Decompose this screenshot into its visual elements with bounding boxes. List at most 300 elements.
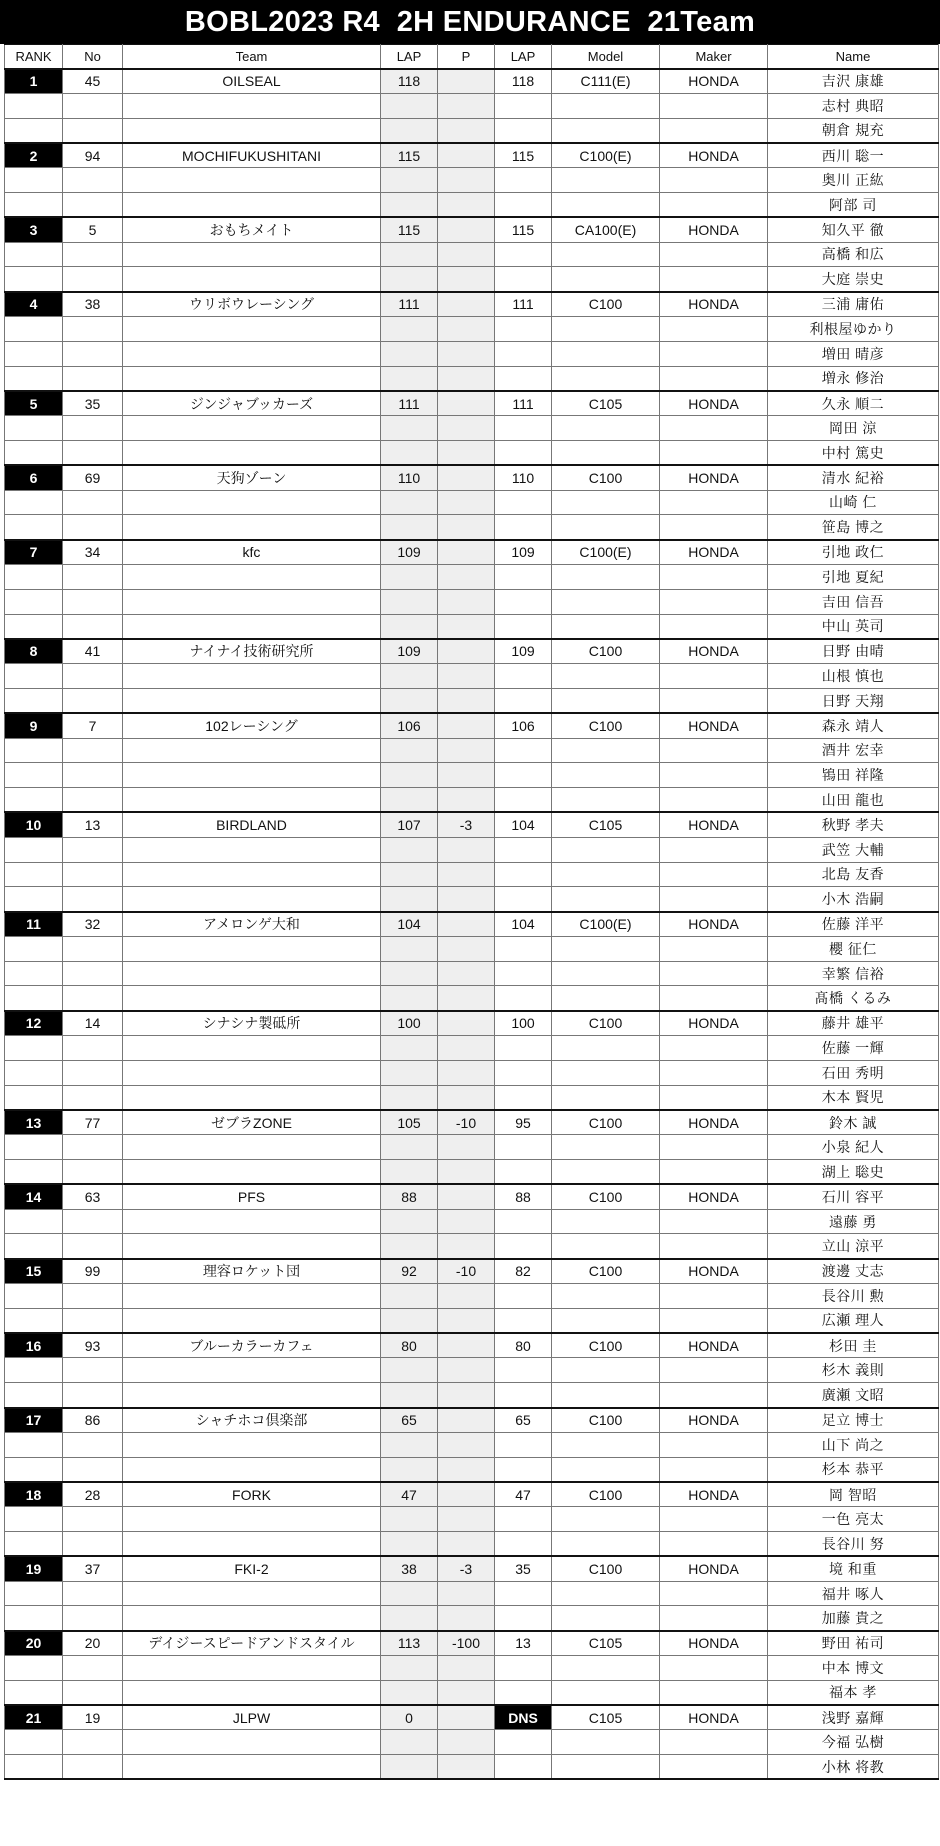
lap-cell: 115 <box>381 217 438 242</box>
lap-cell: 106 <box>381 713 438 738</box>
lap-final-cell-empty <box>495 564 552 589</box>
rider-row <box>5 887 939 912</box>
lap-cell-empty <box>381 961 438 986</box>
penalty-cell <box>438 465 495 490</box>
rider-name-cell: 引地 政仁 <box>768 540 939 565</box>
team-name-cell-empty <box>123 1532 381 1557</box>
rank-cell-empty <box>5 93 63 118</box>
penalty-cell-empty <box>438 1432 495 1457</box>
rider-name-cell: 野田 祐司 <box>768 1631 939 1656</box>
lap-cell-empty <box>381 1060 438 1085</box>
lap-final-cell: 110 <box>495 465 552 490</box>
rider-row <box>5 440 939 465</box>
penalty-cell-empty <box>438 316 495 341</box>
number-cell: 37 <box>63 1556 123 1581</box>
penalty-cell-empty <box>438 1085 495 1110</box>
rider-name-cell: 中村 篤史 <box>768 440 939 465</box>
rider-name-cell: 廣瀬 文昭 <box>768 1383 939 1408</box>
rider-name-cell: 増田 晴彦 <box>768 341 939 366</box>
team-name-cell-empty <box>123 589 381 614</box>
lap-final-cell-empty <box>495 1432 552 1457</box>
lap-final-cell-empty <box>495 341 552 366</box>
rank-cell: 18 <box>5 1482 63 1507</box>
lap-cell-empty <box>381 664 438 689</box>
lap-cell-empty <box>381 93 438 118</box>
model-cell-empty <box>552 1755 660 1780</box>
model-cell-empty <box>552 1532 660 1557</box>
penalty-cell: -100 <box>438 1631 495 1656</box>
lap-final-cell-empty <box>495 267 552 292</box>
rider-name-cell: 石川 容平 <box>768 1184 939 1209</box>
rank-cell-empty <box>5 1060 63 1085</box>
rank-cell-empty <box>5 1680 63 1705</box>
maker-cell: HONDA <box>660 1556 768 1581</box>
rank-cell-empty <box>5 1036 63 1061</box>
rider-name-cell: 小泉 紀人 <box>768 1135 939 1160</box>
lap-final-cell-empty <box>495 192 552 217</box>
rider-row <box>5 1209 939 1234</box>
rank-cell: 14 <box>5 1184 63 1209</box>
lap-final-cell-empty <box>495 366 552 391</box>
team-name-cell-empty <box>123 490 381 515</box>
model-cell: C100 <box>552 1011 660 1036</box>
rank-cell: 4 <box>5 292 63 317</box>
rider-name-cell: 一色 亮太 <box>768 1507 939 1532</box>
lap-final-cell: 35 <box>495 1556 552 1581</box>
team-name-cell-empty <box>123 1432 381 1457</box>
team-row <box>5 1333 939 1358</box>
team-row <box>5 1482 939 1507</box>
team-row <box>5 1011 939 1036</box>
rider-name-cell: 山田 龍也 <box>768 788 939 813</box>
model-cell-empty <box>552 316 660 341</box>
number-cell: 20 <box>63 1631 123 1656</box>
lap-cell-empty <box>381 1656 438 1681</box>
penalty-cell-empty <box>438 788 495 813</box>
rider-name-cell: 佐藤 洋平 <box>768 912 939 937</box>
maker-cell: HONDA <box>660 812 768 837</box>
lap-final-cell: 82 <box>495 1259 552 1284</box>
rank-cell-empty <box>5 1581 63 1606</box>
number-cell-empty <box>63 1730 123 1755</box>
number-cell: 28 <box>63 1482 123 1507</box>
lap-final-cell-empty <box>495 1755 552 1780</box>
rank-cell: 12 <box>5 1011 63 1036</box>
lap-final-cell: 115 <box>495 143 552 168</box>
model-cell: C111(E) <box>552 69 660 94</box>
maker-cell-empty <box>660 837 768 862</box>
team-name-cell-empty <box>123 738 381 763</box>
rank-cell: 8 <box>5 639 63 664</box>
rank-cell: 19 <box>5 1556 63 1581</box>
lap-final-cell-empty <box>495 440 552 465</box>
lap-cell-empty <box>381 1581 438 1606</box>
lap-final-cell-empty <box>495 168 552 193</box>
rider-name-cell: 増永 修治 <box>768 366 939 391</box>
lap-cell-empty <box>381 763 438 788</box>
rider-name-cell: 志村 典昭 <box>768 93 939 118</box>
maker-cell-empty <box>660 862 768 887</box>
rider-name-cell: 立山 涼平 <box>768 1234 939 1259</box>
number-cell-empty <box>63 788 123 813</box>
maker-cell-empty <box>660 168 768 193</box>
lap-final-cell-empty <box>495 1656 552 1681</box>
lap-cell: 104 <box>381 912 438 937</box>
maker-cell: HONDA <box>660 292 768 317</box>
penalty-cell-empty <box>438 738 495 763</box>
rank-cell: 9 <box>5 713 63 738</box>
rank-cell: 13 <box>5 1110 63 1135</box>
model-cell-empty <box>552 986 660 1011</box>
maker-cell-empty <box>660 1383 768 1408</box>
model-cell-empty <box>552 1234 660 1259</box>
rank-cell-empty <box>5 416 63 441</box>
model-cell-empty <box>552 242 660 267</box>
model-cell-empty <box>552 1036 660 1061</box>
penalty-cell-empty <box>438 1234 495 1259</box>
team-name-cell-empty <box>123 564 381 589</box>
lap-final-cell: 47 <box>495 1482 552 1507</box>
team-name-cell: ゼブラZONE <box>123 1110 381 1135</box>
lap-final-cell-empty <box>495 1036 552 1061</box>
lap-final-cell: 109 <box>495 540 552 565</box>
team-name-cell-empty <box>123 961 381 986</box>
maker-cell-empty <box>660 1135 768 1160</box>
rider-name-cell: 藤井 雄平 <box>768 1011 939 1036</box>
penalty-cell-empty <box>438 1209 495 1234</box>
maker-cell-empty <box>660 763 768 788</box>
penalty-cell <box>438 540 495 565</box>
rank-cell-empty <box>5 788 63 813</box>
number-cell: 7 <box>63 713 123 738</box>
number-cell: 99 <box>63 1259 123 1284</box>
rider-row <box>5 837 939 862</box>
team-name-cell-empty <box>123 664 381 689</box>
lap-final-cell-empty <box>495 1457 552 1482</box>
lap-cell-empty <box>381 490 438 515</box>
rank-cell-empty <box>5 1234 63 1259</box>
rider-name-cell: 広瀬 理人 <box>768 1308 939 1333</box>
team-name-cell-empty <box>123 168 381 193</box>
penalty-cell-empty <box>438 1160 495 1185</box>
rank-cell: 10 <box>5 812 63 837</box>
team-name-cell-empty <box>123 93 381 118</box>
number-cell-empty <box>63 664 123 689</box>
rank-cell-empty <box>5 1507 63 1532</box>
team-name-cell-empty <box>123 1457 381 1482</box>
number-cell-empty <box>63 1432 123 1457</box>
rank-cell: 15 <box>5 1259 63 1284</box>
team-name-cell-empty <box>123 837 381 862</box>
lap-final-cell-empty <box>495 688 552 713</box>
team-name-cell: ブルーカラーカフェ <box>123 1333 381 1358</box>
rider-name-cell: 山崎 仁 <box>768 490 939 515</box>
model-cell-empty <box>552 1581 660 1606</box>
results-body <box>5 69 939 1780</box>
lap-cell: 38 <box>381 1556 438 1581</box>
penalty-cell-empty <box>438 1284 495 1309</box>
penalty-cell <box>438 1482 495 1507</box>
lap-final-cell-empty <box>495 515 552 540</box>
model-cell-empty <box>552 1680 660 1705</box>
lap-final-cell: 106 <box>495 713 552 738</box>
team-name-cell-empty <box>123 1160 381 1185</box>
rank-cell-empty <box>5 1160 63 1185</box>
number-cell-empty <box>63 366 123 391</box>
number-cell-empty <box>63 1656 123 1681</box>
rank-cell-empty <box>5 1432 63 1457</box>
maker-cell-empty <box>660 788 768 813</box>
lap-final-cell-empty <box>495 1730 552 1755</box>
rank-cell-empty <box>5 738 63 763</box>
team-name-cell: BIRDLAND <box>123 812 381 837</box>
penalty-cell-empty <box>438 1457 495 1482</box>
number-cell-empty <box>63 1383 123 1408</box>
model-cell: C100 <box>552 1110 660 1135</box>
penalty-cell-empty <box>438 440 495 465</box>
rider-row <box>5 763 939 788</box>
model-cell-empty <box>552 1284 660 1309</box>
lap-final-cell-empty <box>495 1308 552 1333</box>
number-cell-empty <box>63 242 123 267</box>
rank-cell-empty <box>5 515 63 540</box>
rank-cell-empty <box>5 1755 63 1780</box>
penalty-cell-empty <box>438 1606 495 1631</box>
penalty-cell-empty <box>438 515 495 540</box>
lap-cell-empty <box>381 614 438 639</box>
lap-cell-empty <box>381 1680 438 1705</box>
rider-name-cell: 杉木 義則 <box>768 1358 939 1383</box>
team-row <box>5 143 939 168</box>
penalty-cell: -3 <box>438 1556 495 1581</box>
maker-cell-empty <box>660 366 768 391</box>
rider-row <box>5 515 939 540</box>
number-cell-empty <box>63 1060 123 1085</box>
model-cell-empty <box>552 1507 660 1532</box>
model-cell-empty <box>552 93 660 118</box>
penalty-cell-empty <box>438 168 495 193</box>
rank-cell-empty <box>5 366 63 391</box>
rider-row <box>5 1036 939 1061</box>
lap-cell-empty <box>381 564 438 589</box>
rank-cell-empty <box>5 887 63 912</box>
lap-final-cell-empty <box>495 936 552 961</box>
penalty-cell-empty <box>438 887 495 912</box>
model-cell-empty <box>552 1457 660 1482</box>
rider-name-cell: 佐藤 一輝 <box>768 1036 939 1061</box>
lap-final-cell-empty <box>495 1135 552 1160</box>
penalty-cell-empty <box>438 688 495 713</box>
team-row <box>5 812 939 837</box>
results-table <box>4 44 939 1780</box>
rider-row <box>5 341 939 366</box>
team-row <box>5 69 939 94</box>
lap-cell: 111 <box>381 391 438 416</box>
team-name-cell: シナシナ製砥所 <box>123 1011 381 1036</box>
rank-cell-empty <box>5 564 63 589</box>
rider-row <box>5 614 939 639</box>
lap-cell-empty <box>381 788 438 813</box>
penalty-cell <box>438 912 495 937</box>
penalty-cell-empty <box>438 961 495 986</box>
rider-name-cell: 杉本 恭平 <box>768 1457 939 1482</box>
number-cell-empty <box>63 93 123 118</box>
team-name-cell: 天狗ゾーン <box>123 465 381 490</box>
model-cell: C105 <box>552 812 660 837</box>
model-cell: C100 <box>552 1259 660 1284</box>
lap-final-cell: 13 <box>495 1631 552 1656</box>
lap-cell: 92 <box>381 1259 438 1284</box>
penalty-cell <box>438 1011 495 1036</box>
rider-row <box>5 1680 939 1705</box>
rank-cell-empty <box>5 267 63 292</box>
penalty-cell <box>438 1408 495 1433</box>
model-cell: C105 <box>552 1705 660 1730</box>
lap-cell-empty <box>381 1308 438 1333</box>
header-model: Model <box>552 45 660 69</box>
rider-row <box>5 961 939 986</box>
model-cell: C100 <box>552 1556 660 1581</box>
lap-cell-empty <box>381 936 438 961</box>
lap-cell: 109 <box>381 540 438 565</box>
number-cell-empty <box>63 763 123 788</box>
rider-name-cell: 長谷川 努 <box>768 1532 939 1557</box>
model-cell: C100 <box>552 1184 660 1209</box>
rider-row <box>5 1656 939 1681</box>
rider-name-cell: 福本 孝 <box>768 1680 939 1705</box>
lap-final-cell-empty <box>495 1606 552 1631</box>
maker-cell-empty <box>660 1209 768 1234</box>
team-name-cell: PFS <box>123 1184 381 1209</box>
rider-row <box>5 1606 939 1631</box>
penalty-cell-empty <box>438 986 495 1011</box>
lap-final-cell-empty <box>495 763 552 788</box>
penalty-cell: -3 <box>438 812 495 837</box>
lap-cell-empty <box>381 1383 438 1408</box>
model-cell-empty <box>552 192 660 217</box>
rider-row <box>5 1432 939 1457</box>
rider-row <box>5 1135 939 1160</box>
maker-cell-empty <box>660 490 768 515</box>
rider-name-cell: 湖上 聡史 <box>768 1160 939 1185</box>
maker-cell-empty <box>660 1358 768 1383</box>
maker-cell-empty <box>660 316 768 341</box>
maker-cell: HONDA <box>660 713 768 738</box>
rider-name-cell: 山下 尚之 <box>768 1432 939 1457</box>
team-name-cell-empty <box>123 1358 381 1383</box>
maker-cell-empty <box>660 961 768 986</box>
model-cell-empty <box>552 515 660 540</box>
model-cell-empty <box>552 1160 660 1185</box>
number-cell-empty <box>63 936 123 961</box>
maker-cell-empty <box>660 614 768 639</box>
team-row <box>5 912 939 937</box>
model-cell-empty <box>552 267 660 292</box>
lap-final-cell-empty <box>495 1581 552 1606</box>
lap-final-cell-empty <box>495 788 552 813</box>
rider-row <box>5 589 939 614</box>
maker-cell-empty <box>660 192 768 217</box>
rank-cell-empty <box>5 1532 63 1557</box>
number-cell-empty <box>63 416 123 441</box>
maker-cell-empty <box>660 1308 768 1333</box>
rider-name-cell: 武笠 大輔 <box>768 837 939 862</box>
lap-cell-empty <box>381 1606 438 1631</box>
number-cell-empty <box>63 1036 123 1061</box>
team-name-cell-empty <box>123 440 381 465</box>
team-row <box>5 1259 939 1284</box>
lap-cell-empty <box>381 1160 438 1185</box>
team-name-cell: おもちメイト <box>123 217 381 242</box>
header-penalty: P <box>438 45 495 69</box>
rider-name-cell: 阿部 司 <box>768 192 939 217</box>
lap-final-cell: 118 <box>495 69 552 94</box>
maker-cell-empty <box>660 1284 768 1309</box>
lap-cell-empty <box>381 1135 438 1160</box>
lap-final-cell-empty <box>495 738 552 763</box>
maker-cell-empty <box>660 1457 768 1482</box>
model-cell: C100(E) <box>552 912 660 937</box>
model-cell-empty <box>552 887 660 912</box>
maker-cell: HONDA <box>660 217 768 242</box>
rank-cell: 2 <box>5 143 63 168</box>
model-cell: C100 <box>552 713 660 738</box>
number-cell-empty <box>63 1135 123 1160</box>
rank-cell-empty <box>5 1308 63 1333</box>
model-cell: C100 <box>552 639 660 664</box>
team-name-cell: シャチホコ倶楽部 <box>123 1408 381 1433</box>
team-name-cell: ジンジャブッカーズ <box>123 391 381 416</box>
rank-cell: 1 <box>5 69 63 94</box>
lap-final-cell-empty <box>495 862 552 887</box>
rider-row <box>5 490 939 515</box>
model-cell-empty <box>552 664 660 689</box>
lap-final-cell: 80 <box>495 1333 552 1358</box>
number-cell-empty <box>63 961 123 986</box>
rider-row <box>5 1581 939 1606</box>
team-name-cell: FORK <box>123 1482 381 1507</box>
rider-name-cell: 日野 由晴 <box>768 639 939 664</box>
model-cell-empty <box>552 1135 660 1160</box>
maker-cell: HONDA <box>660 639 768 664</box>
team-name-cell: JLPW <box>123 1705 381 1730</box>
model-cell-empty <box>552 738 660 763</box>
lap-final-cell: DNS <box>495 1705 552 1730</box>
maker-cell-empty <box>660 118 768 143</box>
maker-cell: HONDA <box>660 1184 768 1209</box>
rider-name-cell: 知久平 徹 <box>768 217 939 242</box>
lap-cell: 113 <box>381 1631 438 1656</box>
model-cell-empty <box>552 1209 660 1234</box>
lap-cell-empty <box>381 986 438 1011</box>
model-cell-empty <box>552 1085 660 1110</box>
lap-cell-empty <box>381 168 438 193</box>
rider-row <box>5 1234 939 1259</box>
team-name-cell-empty <box>123 515 381 540</box>
penalty-cell <box>438 1333 495 1358</box>
rider-row <box>5 1507 939 1532</box>
rider-name-cell: 吉沢 康雄 <box>768 69 939 94</box>
maker-cell-empty <box>660 515 768 540</box>
penalty-cell <box>438 391 495 416</box>
model-cell-empty <box>552 118 660 143</box>
maker-cell-empty <box>660 589 768 614</box>
rider-name-cell: 境 和重 <box>768 1556 939 1581</box>
maker-cell-empty <box>660 1581 768 1606</box>
team-row <box>5 1110 939 1135</box>
rank-cell-empty <box>5 1730 63 1755</box>
rider-name-cell: 三浦 庸佑 <box>768 292 939 317</box>
